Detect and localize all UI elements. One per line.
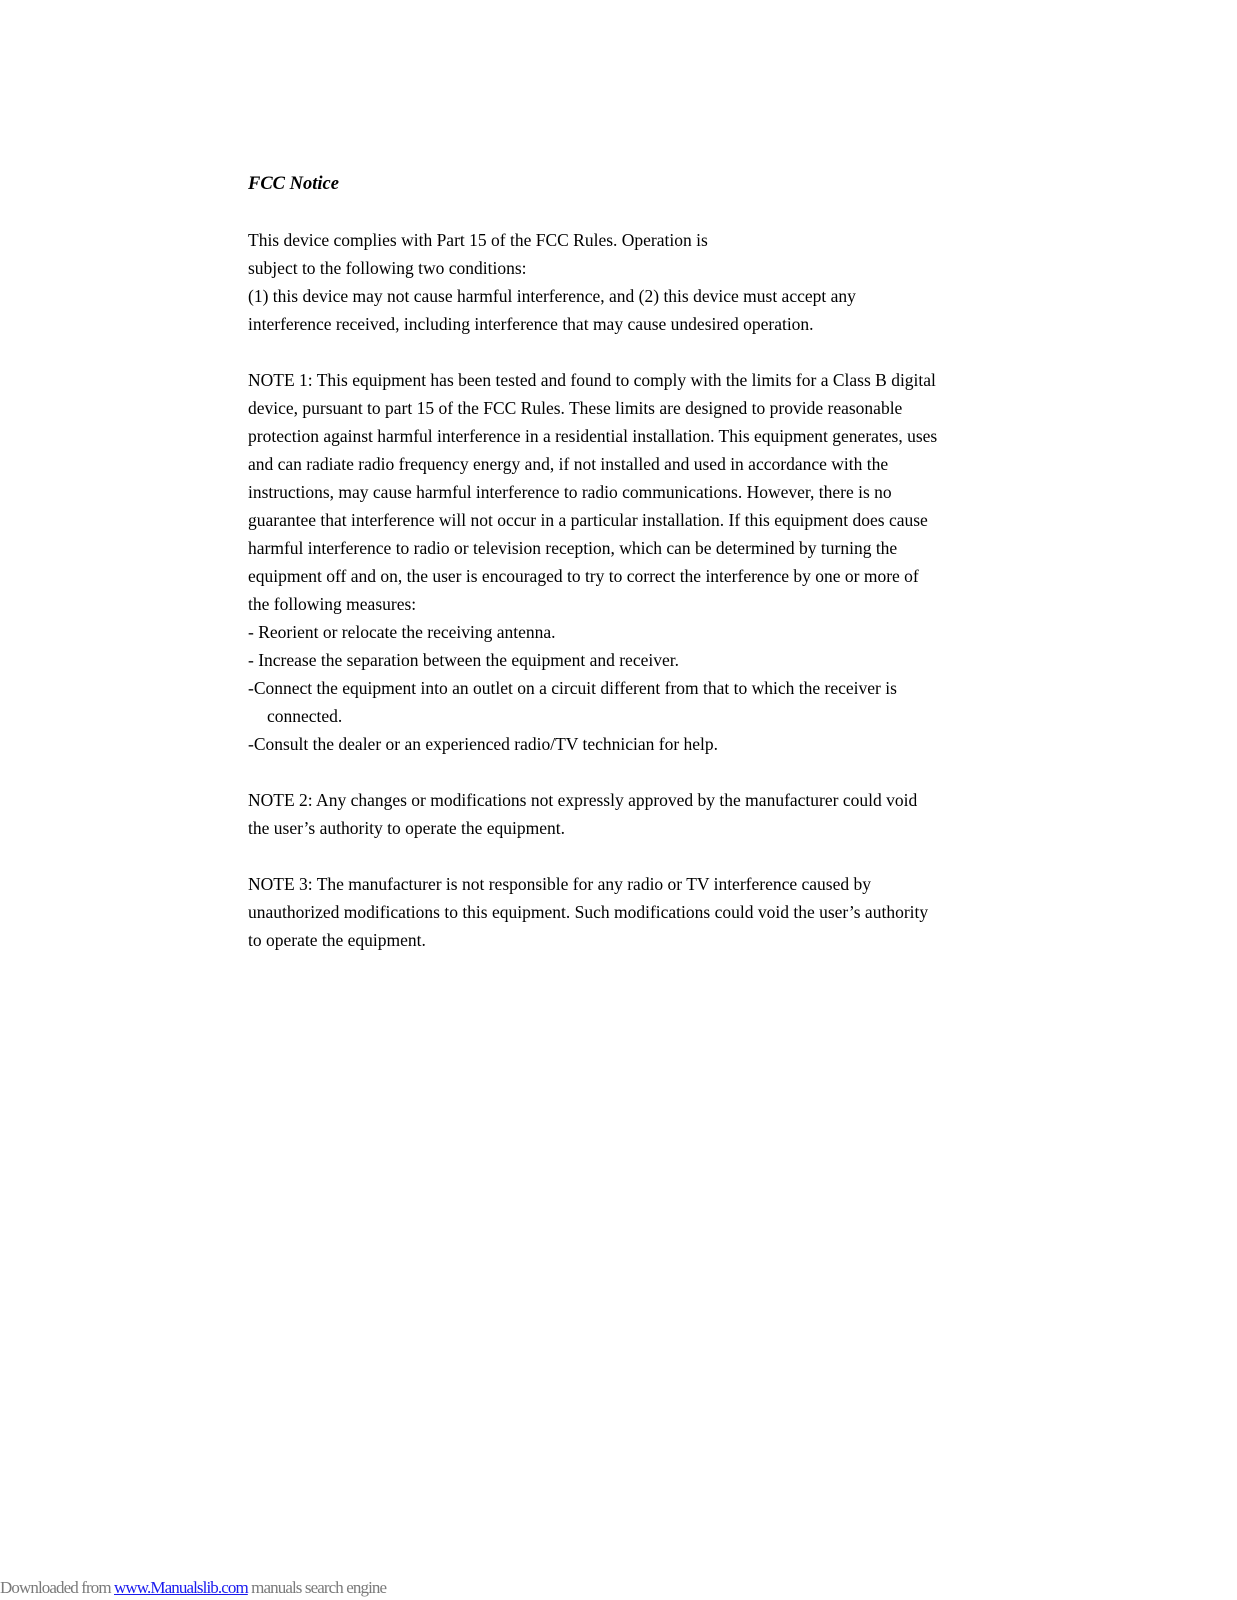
text-line: equipment off and on, the user is encouraged to try to correct the interference by one or more of	[248, 566, 919, 586]
text-line: NOTE 2: Any changes or modifications not expressly approved by the manufacturer could void	[248, 790, 918, 810]
text-line: and can radiate radio frequency energy and, if not installed and used in accordance with the	[248, 454, 889, 474]
text-line: interference received, including interference that may cause undesired operation.	[248, 314, 814, 334]
text-line: harmful interference to radio or television reception, which can be determined by turning the	[248, 538, 898, 558]
note-2-paragraph	[248, 786, 1008, 842]
text-line: subject to the following two conditions:	[248, 258, 527, 278]
footer-prefix: Downloaded from	[0, 1578, 115, 1597]
text-line: the user’s authority to operate the equipment.	[248, 818, 566, 838]
footer-suffix: manuals search engine	[247, 1578, 387, 1597]
measure-item-continuation: connected.	[267, 706, 343, 726]
text-line: the following measures:	[248, 594, 417, 614]
page-title: FCC Notice	[248, 174, 339, 194]
text-line: This device complies with Part 15 of the FCC Rules. Operation is	[248, 230, 708, 250]
download-footer	[0, 1578, 386, 1598]
measure-item: -Consult the dealer or an experienced radio/TV technician for help.	[248, 734, 719, 754]
note-3-paragraph	[248, 870, 1008, 954]
text-line: NOTE 1: This equipment has been tested and found to comply with the limits for a Class B digital	[248, 370, 936, 390]
text-line: unauthorized modifications to this equipment. Such modifications could void the user’s authority	[248, 902, 929, 922]
measure-item: - Reorient or relocate the receiving antenna.	[248, 622, 556, 642]
text-line: (1) this device may not cause harmful interference, and (2) this device must accept any	[248, 286, 856, 306]
text-line: protection against harmful interference in a residential installation. This equipment generates, uses	[248, 426, 938, 446]
document-page	[248, 170, 1008, 982]
text-line: NOTE 3: The manufacturer is not responsible for any radio or TV interference caused by	[248, 874, 871, 894]
intro-paragraph	[248, 226, 1008, 338]
measure-item: -Connect the equipment into an outlet on a circuit different from that to which the receiver is	[248, 678, 897, 698]
text-line: instructions, may cause harmful interference to radio communications. However, there is no	[248, 482, 892, 502]
manualslib-link[interactable]: www.Manualslib.com	[114, 1578, 248, 1597]
measure-item: - Increase the separation between the equipment and receiver.	[248, 650, 679, 670]
text-line: to operate the equipment.	[248, 930, 426, 950]
note-1-paragraph	[248, 366, 1008, 758]
text-line: guarantee that interference will not occur in a particular installation. If this equipment does cause	[248, 510, 928, 530]
text-line: device, pursuant to part 15 of the FCC Rules. These limits are designed to provide reasonable	[248, 398, 903, 418]
